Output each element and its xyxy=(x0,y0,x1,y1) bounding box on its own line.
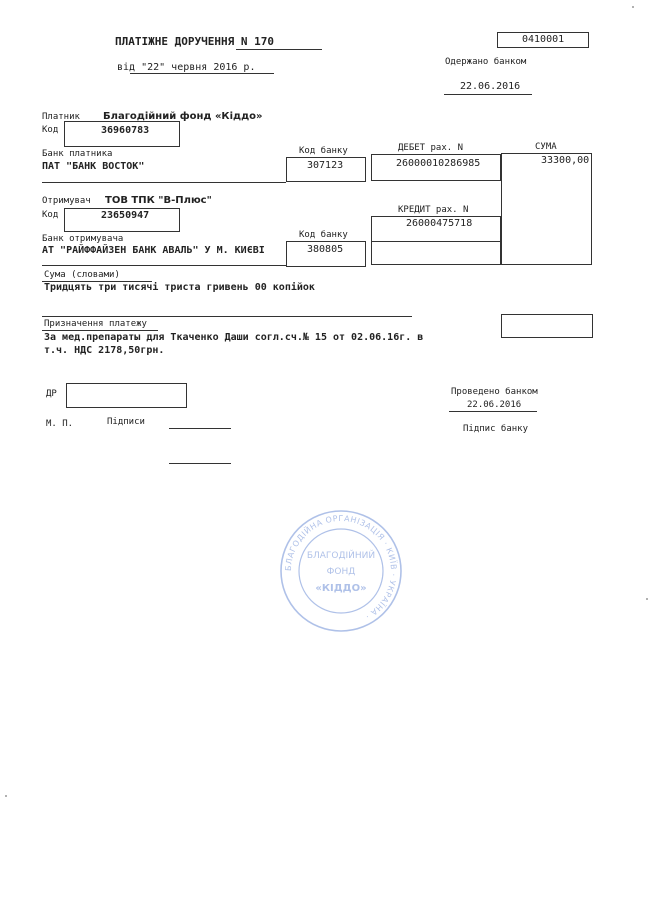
payer-bank-underline xyxy=(42,182,286,183)
payer-code: 36960783 xyxy=(101,125,150,136)
credit-label: КРЕДИТ рах. N xyxy=(398,205,469,215)
signature-line-1 xyxy=(169,428,231,429)
payer-bank-code: 307123 xyxy=(307,160,344,171)
processed-date: 22.06.2016 xyxy=(467,400,522,410)
payer-bank-name: ПАТ "БАНК ВОСТОК" xyxy=(42,161,145,172)
sum-label: СУМА xyxy=(535,142,557,152)
recipient-bank-underline xyxy=(42,265,286,266)
recipient-bank-name: АТ "РАЙФФАЙЗЕН БАНК АВАЛЬ" У М. КИЄВІ xyxy=(42,245,265,256)
received-date: 22.06.2016 xyxy=(460,81,521,92)
stamp-line-2: ФОНД xyxy=(326,567,356,577)
debit-account-box xyxy=(371,154,501,181)
payer-bank-label: Банк платника xyxy=(42,149,113,159)
recipient-label: Отримувач xyxy=(42,196,91,206)
amount-words-label: Сума (словами) xyxy=(44,270,120,280)
recipient-code-box xyxy=(64,208,180,232)
mp-label: М. П. xyxy=(46,419,74,429)
organization-stamp xyxy=(278,508,404,634)
payer-bank-code-box xyxy=(286,157,366,182)
document-title: ПЛАТІЖНЕ ДОРУЧЕННЯ N 170 xyxy=(115,35,274,48)
debit-account: 26000010286985 xyxy=(396,158,481,169)
sum-amount: 33300,00 xyxy=(541,155,590,166)
document-date: від "22" червня 2016 р. xyxy=(117,62,256,73)
signatures-label: Підписи xyxy=(107,417,145,427)
payer-code-box xyxy=(64,121,180,147)
payer-code-label: Код xyxy=(42,125,59,135)
stamp-outer-text: БЛАГОДІЙНА ОРГАНІЗАЦІЯ · КИЇВ · УКРАЇНА · xyxy=(283,513,399,622)
recipient-bank-label: Банк отримувача xyxy=(42,234,124,244)
recipient-bank-code: 380805 xyxy=(307,244,344,255)
purpose-line-2: т.ч. НДС 2178,50грн. xyxy=(44,345,165,356)
credit-account-box xyxy=(371,216,501,265)
scan-speck xyxy=(646,598,648,600)
payer-label: Платник xyxy=(42,112,80,122)
recipient-bank-code-box xyxy=(286,241,366,267)
scan-speck xyxy=(5,795,7,797)
recipient-code: 23650947 xyxy=(101,210,150,221)
dr-box xyxy=(66,383,187,408)
purpose-code-box xyxy=(501,314,593,338)
scan-speck xyxy=(632,6,634,8)
bank-signature-label: Підпис банку xyxy=(463,424,529,434)
purpose-label-underline xyxy=(42,330,158,331)
received-date-underline xyxy=(444,94,532,95)
credit-account: 26000475718 xyxy=(406,218,473,229)
purpose-line-1: За мед.препараты для Ткаченко Даши согл.сч.№ 15 от 02.06.16г. в xyxy=(44,332,424,343)
date-underline xyxy=(130,73,274,74)
processed-label: Проведено банком xyxy=(451,387,538,397)
form-code-box xyxy=(497,32,589,48)
form-code: 0410001 xyxy=(522,34,565,45)
recipient-bank-code-label: Код банку xyxy=(299,230,348,240)
signature-line-2 xyxy=(169,463,231,464)
processed-date-underline xyxy=(449,411,537,412)
purpose-separator xyxy=(42,316,412,317)
debit-label: ДЕБЕТ рах. N xyxy=(398,143,464,153)
purpose-label: Призначення платежу xyxy=(44,319,147,329)
payer-bank-code-label: Код банку xyxy=(299,146,348,156)
dr-label: ДР xyxy=(46,389,57,399)
stamp-line-1: БЛАГОДІЙНИЙ xyxy=(306,551,376,561)
sum-box xyxy=(501,153,592,265)
recipient-name: ТОВ ТПК "В-Плюс" xyxy=(105,195,212,206)
payer-name: Благодійний фонд «Кіддо» xyxy=(103,111,263,122)
recipient-code-label: Код xyxy=(42,210,59,220)
credit-box-divider xyxy=(372,241,500,242)
received-label: Одержано банком xyxy=(445,57,527,67)
stamp-line-3: «КІДДО» xyxy=(315,583,367,594)
amount-words-text: Тридцять три тисячі триста гривень 00 копійок xyxy=(44,282,315,293)
title-underline xyxy=(236,49,322,50)
